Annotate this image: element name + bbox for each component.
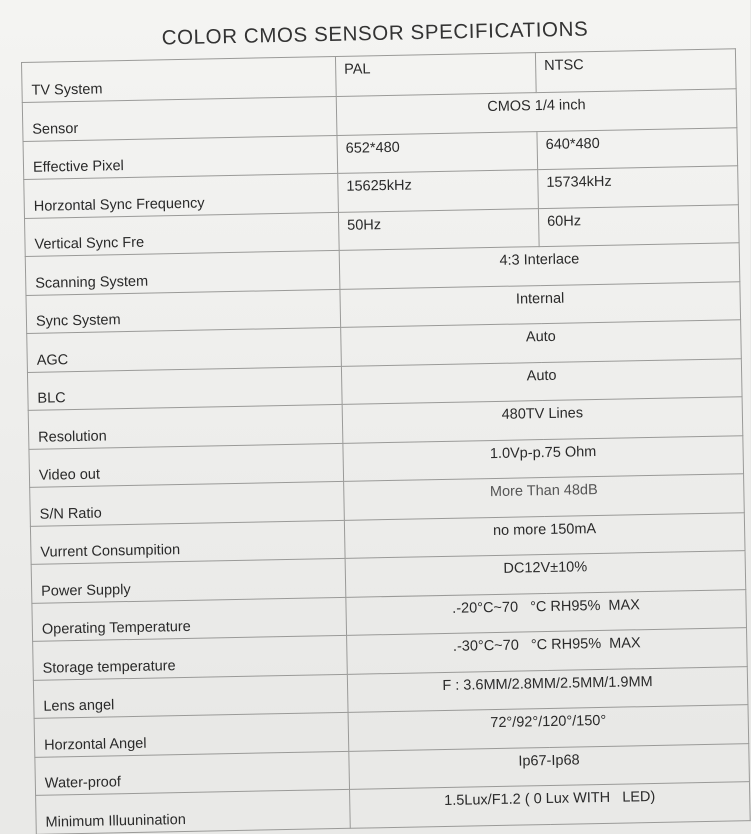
row-value: 4:3 Interlace [339,243,740,289]
ntsc-value: NTSC [535,49,736,93]
spec-table [21,48,751,834]
row-label: AGC [27,327,342,372]
row-value: .-30°C~70 °C RH95% MAX [347,628,748,674]
spec-table-wrapper [21,48,751,834]
row-label: Power Supply [31,558,346,603]
row-value: F : 3.6MM/2.8MM/2.5MM/1.9MM [347,666,748,712]
pal-value: 15625kHz [338,170,539,212]
pal-value: PAL [335,53,536,97]
row-label: Vurrent Consumpition [30,520,345,565]
row-label: Storage temperature [33,635,348,680]
row-value: CMOS 1/4 inch [336,89,737,135]
row-label: Horzontal Angel [34,712,349,757]
row-value: Internal [340,281,741,327]
pal-value: 652*480 [337,131,538,173]
ntsc-value: 15734kHz [538,166,739,208]
row-value: Auto [341,358,742,404]
row-label: Video out [29,443,344,488]
pal-value: 50Hz [338,208,539,250]
ntsc-value: 640*480 [537,127,738,169]
row-label: Sync System [26,289,341,334]
row-label: Sensor [22,96,337,141]
row-value: Ip67-Ip68 [349,743,750,789]
row-label: Scanning System [25,250,340,295]
row-value: 480TV Lines [342,397,743,443]
row-label: BLC [27,366,342,411]
row-label: Minimum Illuunination [36,789,351,834]
row-label: TV System [22,56,337,102]
row-label: Effective Pixel [23,135,338,180]
row-label: Water-proof [35,751,350,796]
row-label: Vertical Sync Fre [24,212,339,257]
row-label: Horzontal Sync Frequency [24,173,339,218]
row-label: Resolution [28,404,343,449]
ntsc-value: 60Hz [538,204,739,246]
row-label: Operating Temperature [32,597,347,642]
page-title: COLOR CMOS SENSOR SPECIFICATIONS [161,17,589,50]
row-value: 1.5Lux/F1.2 ( 0 Lux WITH LED) [350,782,751,828]
row-value: 1.0Vp-p.75 Ohm [343,435,744,481]
row-label: Lens angel [33,674,348,719]
row-value: DC12V±10% [345,551,746,597]
row-value: no more 150mA [344,512,745,558]
row-value: 72°/92°/120°/150° [348,705,749,751]
row-value: .-20°C~70 °C RH95% MAX [346,589,747,635]
row-label: S/N Ratio [30,481,345,526]
row-value: Auto [341,320,742,366]
row-value: More Than 48dB [344,474,745,520]
